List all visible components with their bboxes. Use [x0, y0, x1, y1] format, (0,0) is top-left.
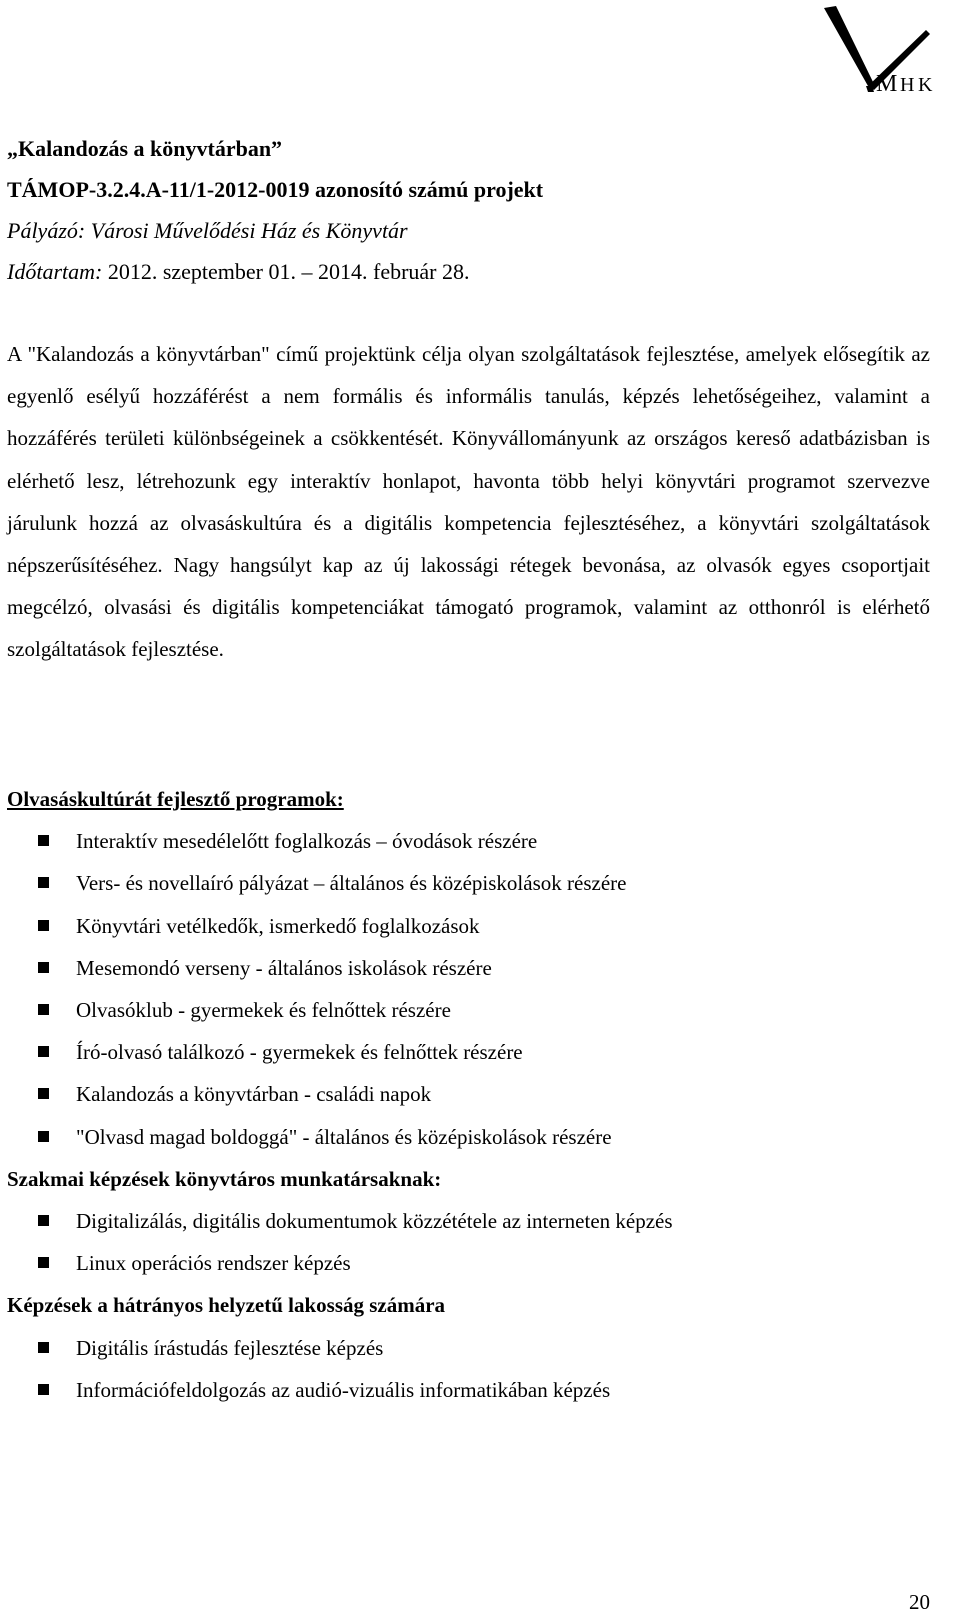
svg-text:K: K	[918, 74, 933, 96]
list-item	[7, 947, 937, 989]
list-item-text: Információfeldolgozás az audió-vizuális informatikában képzés	[76, 1377, 611, 1402]
bullet-icon	[38, 877, 49, 888]
disadvantaged-training-list	[7, 1327, 937, 1411]
bullet-icon	[38, 1004, 49, 1015]
list-item	[7, 1031, 937, 1073]
duration-line	[7, 251, 937, 292]
duration-value: 2012. szeptember 01. – 2014. február 28.	[107, 259, 470, 284]
list-item-text: Vers- és novellaíró pályázat – általános és középiskolások részére	[76, 871, 627, 896]
list-item	[7, 1242, 937, 1284]
list-item	[7, 1369, 937, 1411]
list-item-text: Író-olvasó találkozó - gyermekek és felnőttek részére	[76, 1040, 523, 1065]
list-item	[7, 820, 937, 862]
list-item-text: Olvasóklub - gyermekek és felnőttek részére	[76, 998, 451, 1023]
list-item-text: Linux operációs rendszer képzés	[76, 1251, 351, 1276]
applicant-value: Városi Művelődési Ház és Könyvtár	[90, 218, 408, 243]
bullet-icon	[38, 1215, 49, 1226]
project-header	[7, 128, 937, 292]
applicant-label: Pályázó:	[7, 218, 86, 243]
duration-label: Időtartam:	[7, 259, 103, 284]
list-item-text: Kalandozás a könyvtárban - családi napok	[76, 1082, 432, 1107]
page-number: 20	[909, 1590, 930, 1614]
intro-sentence: Nagy hangsúlyt kap az új lakossági rétegek bevonása, az olvasók egyes csoportjait megcélzó, olvasási és digitális kompetenciákat támogató programok, valamint az otthonról is elérhető szolgáltatások fejlesztése.	[7, 553, 930, 662]
project-title: „Kalandozás a könyvtárban”	[7, 136, 283, 161]
list-item	[7, 1073, 937, 1115]
bullet-icon	[38, 1131, 49, 1142]
svg-text:H: H	[900, 74, 915, 96]
bullet-icon	[38, 1088, 49, 1099]
program-list	[7, 820, 937, 1158]
section-title: Szakmai képzések könyvtáros munkatársaknak:	[7, 1166, 442, 1191]
section-title: Képzések a hátrányos helyzetű lakosság számára	[7, 1293, 446, 1318]
bullet-icon	[38, 962, 49, 973]
list-item-text: Könyvtári vetélkedők, ismerkedő foglalkozások	[76, 913, 480, 938]
training-list	[7, 1200, 937, 1284]
project-id: TÁMOP-3.2.4.A-11/1-2012-0019 azonosító számú projekt	[7, 177, 544, 202]
list-item-text: Interaktív mesedélelőtt foglalkozás – óvodások részére	[76, 829, 538, 854]
intro-sentence: A "Kalandozás a könyvtárban" című projektünk célja olyan szolgáltatások fejlesztése, amelyek elősegítik az egyenlő esélyű hozzáférést a nem formális és informális tanulás, képzés lehetőségeihez, valamint a hozzáférés területi különbségeinek a csökkentését.	[7, 342, 930, 451]
list-item	[7, 1116, 937, 1158]
vmhk-logo	[822, 4, 942, 98]
intro-paragraph	[7, 333, 930, 671]
intro-sentence: Könyvállományunk az országos kereső adatbázisban is elérhető lesz, létrehozunk egy interaktív honlapot, havonta több helyi könyvtári programot szervezve járulunk hozzá az olvasáskultúra és a digitális kompetencia fejlesztéséhez, a könyvtári szolgáltatások népszerűsítéséhez.	[7, 426, 930, 578]
bullet-icon	[38, 1384, 49, 1395]
list-item	[7, 989, 937, 1031]
list-item	[7, 862, 937, 904]
bullet-icon	[38, 1046, 49, 1057]
list-item-text: Digitális írástudás fejlesztése képzés	[76, 1335, 384, 1360]
bullet-icon	[38, 835, 49, 846]
list-item	[7, 905, 937, 947]
bullet-icon	[38, 1342, 49, 1353]
bullet-icon	[38, 1257, 49, 1268]
list-item-text: Digitalizálás, digitális dokumentumok közzététele az interneten képzés	[76, 1209, 673, 1234]
list-item	[7, 1327, 937, 1369]
section-title: Olvasáskultúrát fejlesztő programok:	[7, 787, 344, 811]
list-item-text: Mesemondó verseny - általános iskolások részére	[76, 955, 492, 980]
list-item-text: "Olvasd magad boldoggá" - általános és középiskolások részére	[76, 1124, 612, 1149]
program-sections	[7, 778, 937, 1411]
svg-text:M: M	[876, 71, 898, 97]
applicant-line	[7, 210, 937, 251]
list-item	[7, 1200, 937, 1242]
bullet-icon	[38, 920, 49, 931]
